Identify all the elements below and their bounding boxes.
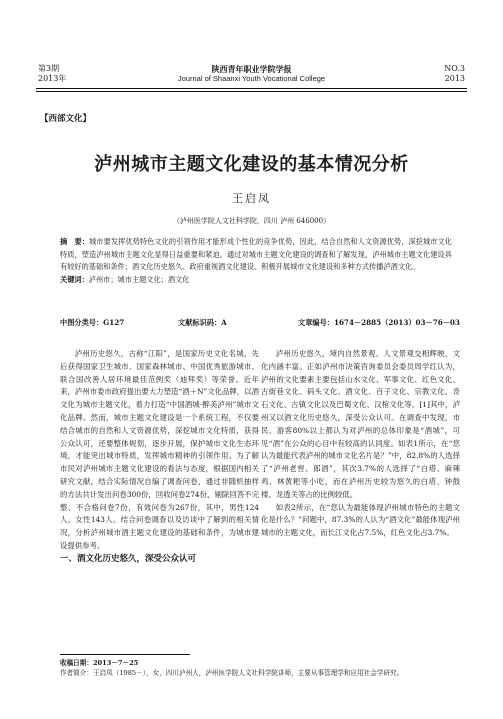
issue-label: 第3期	[38, 64, 60, 73]
clc-number: 中图分类号：G127	[60, 318, 125, 327]
footnote-received: 收稿日期：2013－7－25	[60, 659, 139, 667]
abstract	[60, 236, 452, 286]
keywords-text: 泸州市；城市主题文化；酒文化	[88, 274, 190, 284]
journal-name-cn: 陕西青年职业学院学报	[211, 64, 292, 74]
issue-number: NO.3	[444, 64, 465, 73]
author-affiliation: （泸州医学院人文社科学院，四川 泸州 646000）	[172, 217, 331, 225]
abstract-label: 摘 要：	[60, 237, 90, 246]
header-center	[0, 64, 503, 84]
abstract-text: 城市要发挥优势特色文化的引领作用才能形成个性化的竞争优势，因此，结合自然和人文资源优势，深挖城市文化特质，塑造泸州城市主题文化显得日益重要和紧迫。通过对城市主题文化建设的调查和了解发现，泸州城市主题文化建设具有较好的基础和条件；酒文化历史悠久、政府重视酒文化建设、积极开展城市文化建设和多种方式传播泸酒文化。	[60, 237, 452, 272]
header-right	[444, 64, 465, 84]
footnote-rule	[60, 654, 190, 655]
body-paragraph: 如表2所示，在“您认为最能体现泸州城市特色的主题文化是什么？”问题中，87.3%的人认为“酒文化”最能体现泸州城市的主题文化，而长江文化占7.5%，红色文化占3.7%。	[261, 502, 460, 538]
author-name: 王启凤	[232, 192, 271, 205]
footnote-author-bio: 作者简介：王启凤（1985－），女，四川泸州人，泸州医学院人文社科学院讲师，主要从事管理学和应用社会学研究。	[60, 669, 404, 677]
section-tag: 【西部文化】	[40, 114, 92, 124]
article-title: 泸州城市主题文化建设的基本情况分析	[94, 154, 409, 175]
body-paragraph: 泸州历史悠久，古称“江阳”，是国家历史文化名城，先后获得国家卫生城市、国家森林城市、中国优秀旅游城市、联合国改善人居环境最佳范例奖（迪拜奖）等荣誉。近年来，泸州市委市政府提出要大力塑造“酒＋N”文化品牌，以酒文化为城市主题文化，着力打造“中国酒城·醉美泸州”城市文化品牌。然而，城市主题文化建设是一个系统工程，不仅要结合城市的自然和人文资源优势，深挖城市文化特质，获得公众认可，还要整体规划，逐步开展，保护城市文化生态环境，才能突出城市特质，发挥城市精神的引领作用。为了解市民对泸州城市主题文化建设的看法与态度，根据国内相关研究文献，结合实际情况自编了调查问卷，通过非随机抽样的方法共计发出问卷300份，回收问卷274份，剔除回答不完整、不合格问卷7份，有效问卷为267份，其中，男性124人，女性143人。结合问卷调查以及访谈中了解到的相关情况，分析泸州城市酒主题文化建设的基础和条件，为城市建设提供参考。	[60, 349, 259, 550]
year-label: 2013年	[38, 74, 67, 83]
keywords-label: 关键词：	[60, 274, 89, 284]
section-heading: 一、酒文化历史悠久，深受公众认可	[60, 553, 197, 564]
body-column-left	[60, 348, 259, 566]
body-column-right	[261, 348, 460, 540]
year-number: 2013	[444, 74, 465, 83]
body-paragraph: 泸州历史悠久，境内自然景观、人文景观交相辉映，文化内涵丰富。正如泸州市决策咨询委员会委员周学红认为，泸州的文化要素主要包括山水文化、军事文化、红色文化、古街巷文化、码头文化、酒文化、百子文化、宗教文化、奇石文化、古镇文化以及巴蜀文化、汉棺文化等。[1]其中，泸州又以酒文化历史悠久，深受公众认可。在调查中发现，市民、游客80%以上都认为对泸州的总体印象是“酒城”，可见“酒”在公众的心目中有较高的认同度。如表1所示，在“您认为最能代表泸州的城市文化名片是？”中，82.8%的人选择了“泸州老窖、郎酒”，其次3.7%的人选择了“白塔、麻辣鸡、林黄粑等小吃，而在泸州历史较为悠久的白塔、钟鼓楼、龙透关等占的比例较低。	[261, 349, 460, 499]
header-rule-thick	[36, 88, 467, 89]
journal-name-en: Journal of Shaanxi Youth Vocational College	[177, 74, 326, 83]
article-number: 文章编号：1674－2885（2013）03－76－03	[298, 318, 460, 327]
header-rule-thin	[36, 91, 467, 92]
document-code: 文献标识码：A	[178, 318, 227, 327]
